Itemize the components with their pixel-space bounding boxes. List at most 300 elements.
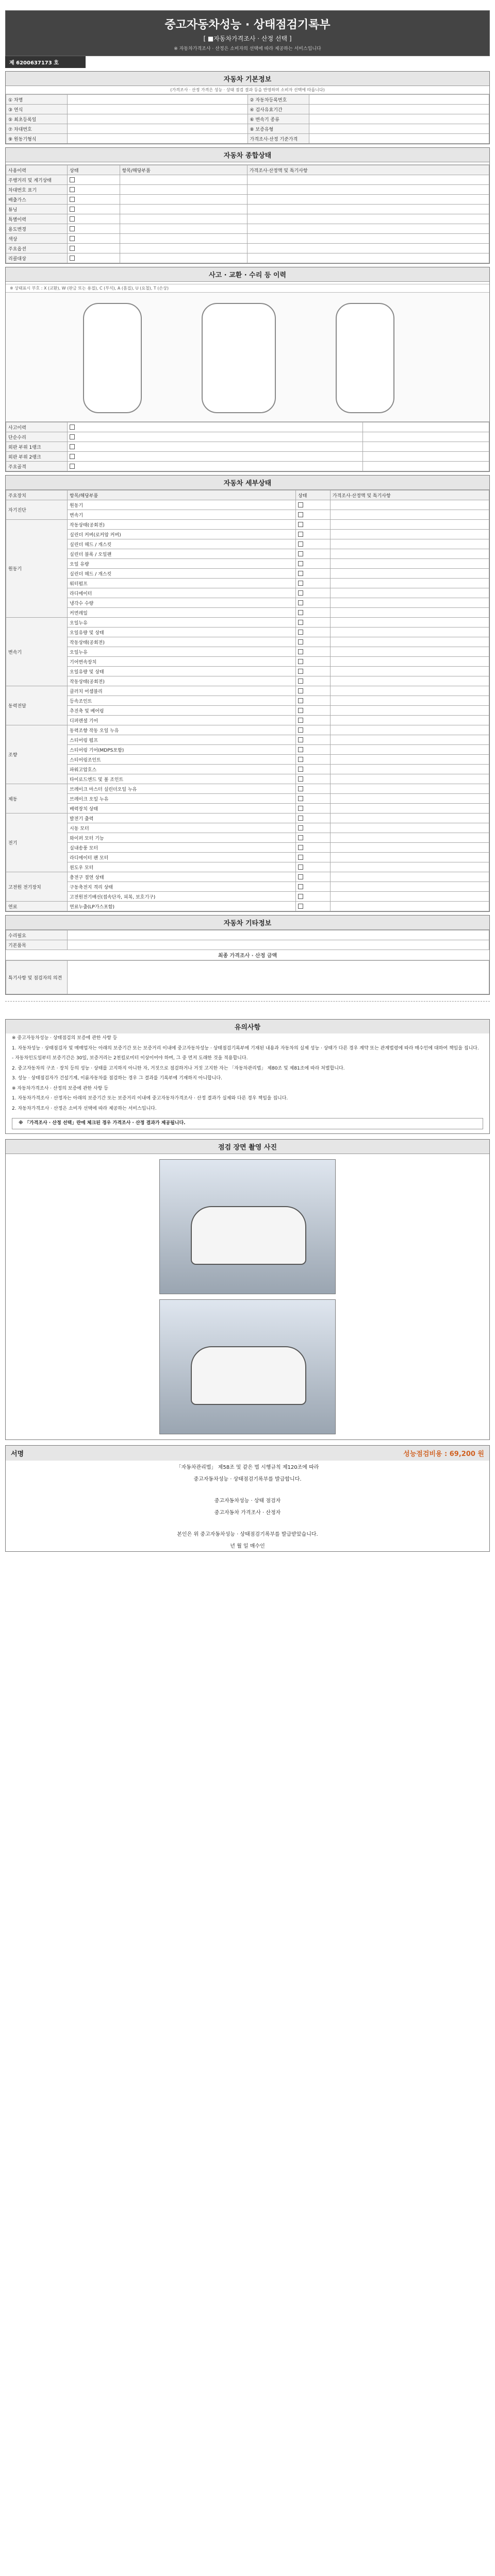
detail-row — [6, 530, 489, 539]
divider — [5, 1001, 490, 1014]
detail-item-label: 실린더 블록 / 오일팬 — [68, 549, 296, 559]
detail-group-label: 전기 — [6, 814, 68, 872]
detail-header-cell: 항목/해당부품 — [68, 490, 296, 500]
detail-note-cell — [330, 755, 489, 765]
detail-group-label: 동력전달 — [6, 686, 68, 725]
detail-title: 자동차 세부상태 — [6, 476, 489, 490]
fee-title: 특기사항 및 점검자의 의견 — [6, 961, 68, 994]
status-checkbox — [298, 865, 303, 870]
overall-header-cell: 항목/해당부품 — [120, 165, 247, 175]
detail-status-cell — [296, 755, 331, 765]
status-checkbox — [298, 816, 303, 821]
detail-row — [6, 853, 489, 862]
basic-info-value — [68, 105, 248, 114]
overall-status-cell — [68, 205, 120, 214]
detail-item-label: 등속조인트 — [68, 696, 296, 706]
status-checkbox — [298, 708, 303, 713]
status-checkbox — [298, 796, 303, 801]
notice-line: 3. 성능 · 상태점검자가 건설기계, 이륜자동차를 점검하는 경우 그 결과를 기록부에 기재하지 아니합니다. — [12, 1076, 222, 1081]
detail-item-label: 오일누유 — [68, 618, 296, 628]
status-checkbox — [298, 630, 303, 635]
detail-status-cell — [296, 696, 331, 706]
status-checkbox — [298, 600, 303, 605]
detail-status-cell — [296, 725, 331, 735]
detail-row — [6, 696, 489, 706]
detail-note-cell — [330, 833, 489, 843]
detail-note-cell — [330, 598, 489, 608]
overall-row — [6, 244, 489, 253]
detail-row — [6, 892, 489, 902]
overall-row-label: 차대번호 표기 — [6, 185, 68, 195]
overall-note-cell — [247, 195, 489, 205]
detail-item-label: 연료누출(LP가스포함) — [68, 902, 296, 911]
basic-info-note: (가격조사 · 산정 가격은 성능 · 상태 점검 결과 등을 반영하며 소비자 선택에 따릅니다) — [6, 86, 489, 94]
detail-row — [6, 588, 489, 598]
basic-info-label: ④ 검사유효기간 — [248, 105, 309, 114]
inspection-photo-2 — [159, 1299, 336, 1434]
detail-note-cell — [330, 549, 489, 559]
document-subtitle: [ ■자동차가격조사 · 산정 선택 ] — [6, 34, 489, 45]
sign-header — [6, 1446, 489, 1461]
document-page — [5, 0, 490, 1552]
other-row-label: 수리필요 — [6, 930, 68, 940]
status-checkbox — [298, 532, 303, 537]
notice-line: - 자동차인도일부터 보증기간은 30일, 보증거리는 2천킬로미터 이상이어야 하며, 그 중 먼저 도래한 것을 적용합니다. — [12, 1056, 248, 1061]
status-checkbox — [298, 571, 303, 576]
accident-row — [6, 452, 489, 462]
overall-item-cell — [120, 185, 247, 195]
car-photo-shape — [191, 1206, 306, 1265]
overall-row — [6, 205, 489, 214]
overall-note-cell — [247, 185, 489, 195]
detail-header-cell: 가격조사·산정액 및 특기사항 — [330, 490, 489, 500]
sign-line: 중고자동차성능 · 상태 점검자 — [214, 1498, 281, 1504]
status-checkbox — [298, 561, 303, 566]
overall-item-cell — [120, 224, 247, 234]
inspection-photo-1 — [159, 1159, 336, 1294]
overall-status-cell — [68, 195, 120, 205]
detail-item-label: 추진축 및 베어링 — [68, 706, 296, 716]
basic-info-label: ⑤ 최초등록일 — [6, 114, 68, 124]
detail-item-label: 라디에이터 팬 모터 — [68, 853, 296, 862]
overall-status-cell — [68, 185, 120, 195]
detail-item-label: 와이퍼 모터 기능 — [68, 833, 296, 843]
status-checkbox — [298, 581, 303, 586]
detail-item-label: 타이로드엔드 및 볼 조인트 — [68, 774, 296, 784]
detail-item-label: 오일유량 및 상태 — [68, 628, 296, 637]
sign-label: 서명 — [11, 1450, 24, 1458]
detail-status-cell — [296, 862, 331, 872]
detail-group-label: 고전원 전기장치 — [6, 872, 68, 902]
detail-group-label: 원동기 — [6, 520, 68, 618]
detail-note-cell — [330, 667, 489, 676]
detail-note-cell — [330, 569, 489, 579]
overall-row — [6, 224, 489, 234]
detail-note-cell — [330, 814, 489, 823]
overall-row-label: 용도변경 — [6, 224, 68, 234]
overall-note-cell — [247, 214, 489, 224]
status-checkbox — [70, 226, 75, 231]
status-checkbox — [298, 502, 303, 507]
detail-note-cell — [330, 872, 489, 882]
detail-status-cell — [296, 706, 331, 716]
detail-status-cell — [296, 628, 331, 637]
other-row-value — [68, 940, 489, 950]
detail-status-cell — [296, 500, 331, 510]
status-checkbox — [298, 590, 303, 596]
notice-line: 1. 자동차가격조사 · 산정자는 아래의 보증기간 또는 보증거리 이내에 중고자동차가격조사 · 산정 결과가 실제와 다른 경우 책임을 집니다. — [12, 1096, 288, 1101]
photo-title: 점검 장면 촬영 사진 — [6, 1140, 489, 1154]
accident-legend: ※ 상태표시 부호 : X (교환), W (판금 또는 용접), C (부식), A (흠집), U (요철), T (손상) — [6, 284, 489, 293]
detail-status-cell — [296, 872, 331, 882]
notice-title: 유의사항 — [6, 1020, 489, 1033]
status-checkbox — [298, 806, 303, 811]
accident-note-cell — [362, 462, 489, 471]
detail-item-label: 원동기 — [68, 500, 296, 510]
detail-note-cell — [330, 853, 489, 862]
overall-section — [5, 147, 490, 264]
detail-note-cell — [330, 725, 489, 735]
detail-header-cell: 주요장치 — [6, 490, 68, 500]
detail-status-cell — [296, 676, 331, 686]
status-checkbox — [70, 236, 75, 241]
detail-item-label: 동력조향 작동 오일 누유 — [68, 725, 296, 735]
vehicle-diagram — [6, 293, 489, 422]
detail-row — [6, 657, 489, 667]
overall-status-cell — [68, 224, 120, 234]
detail-status-cell — [296, 843, 331, 853]
status-checkbox — [298, 659, 303, 664]
detail-item-label: 파워고압호스 — [68, 765, 296, 774]
basic-info-value — [309, 124, 489, 134]
detail-status-cell — [296, 794, 331, 804]
overall-item-cell — [120, 253, 247, 263]
basic-info-value — [309, 134, 489, 144]
detail-note-cell — [330, 843, 489, 853]
detail-row — [6, 862, 489, 872]
basic-info-label: ③ 연식 — [6, 105, 68, 114]
detail-note-cell — [330, 882, 489, 892]
detail-note-cell — [330, 804, 489, 814]
overall-note-cell — [247, 175, 489, 185]
overall-note-cell — [247, 205, 489, 214]
detail-note-cell — [330, 608, 489, 618]
other-row-value — [68, 930, 489, 940]
detail-row — [6, 725, 489, 735]
detail-row — [6, 804, 489, 814]
detail-status-cell — [296, 745, 331, 755]
detail-row — [6, 706, 489, 716]
car-outline-top — [202, 303, 276, 413]
accident-status-cell — [68, 462, 363, 471]
inspection-fee: 성능점검비용 : 69,200 원 — [403, 1450, 484, 1458]
notice-line: 2. 자동차가격조사 · 산정은 소비자 선택에 따라 제공하는 서비스입니다. — [12, 1106, 157, 1111]
detail-note-cell — [330, 706, 489, 716]
notice-line: 1. 자동차성능 · 상태점검자 및 매매업자는 아래의 보증기간 또는 보증거리 이내에 중고자동차성능 · 상태점검기록부에 기재된 내용과 자동차의 실제 성능 · 상태가 다른 경우 계약 또는 관계법령에 따라 매수인에 대하여 책임을 집니다. — [12, 1045, 479, 1051]
status-checkbox — [70, 187, 75, 192]
detail-item-label: 시동 모터 — [68, 823, 296, 833]
detail-table — [6, 490, 489, 911]
status-checkbox — [298, 649, 303, 654]
accident-note-cell — [362, 442, 489, 452]
accident-row — [6, 462, 489, 471]
detail-row — [6, 579, 489, 588]
detail-item-label: 라디에이터 — [68, 588, 296, 598]
basic-info-label: ① 차명 — [6, 95, 68, 105]
basic-info-label: ⑥ 변속기 종류 — [248, 114, 309, 124]
status-checkbox — [70, 425, 75, 430]
detail-row — [6, 833, 489, 843]
detail-row — [6, 628, 489, 637]
status-checkbox — [70, 246, 75, 251]
overall-item-cell — [120, 175, 247, 185]
detail-row — [6, 872, 489, 882]
detail-section — [5, 475, 490, 912]
detail-note-cell — [330, 774, 489, 784]
detail-item-label: 변속기 — [68, 510, 296, 520]
detail-status-cell — [296, 784, 331, 794]
detail-note-cell — [330, 500, 489, 510]
overall-row — [6, 253, 489, 263]
overall-title: 자동차 종합상태 — [6, 148, 489, 162]
overall-header-cell: 가격조사·산정액 및 특기사항 — [247, 165, 489, 175]
document-title-note: ※ 자동차가격조사 · 산정은 소비자의 선택에 따라 제공하는 서비스입니다 — [6, 45, 489, 56]
detail-item-label: 충전구 절연 상태 — [68, 872, 296, 882]
detail-item-label: 고전원전기배선(접속단자, 피복, 보호기구) — [68, 892, 296, 902]
status-checkbox — [298, 767, 303, 772]
overall-item-cell — [120, 205, 247, 214]
other-row — [6, 940, 489, 950]
detail-status-cell — [296, 833, 331, 843]
status-checkbox — [298, 688, 303, 693]
notice-warning: ※ 「가격조사 · 산정 선택」란에 체크된 경우 가격조사 · 산정 결과가 제공됩니다. — [12, 1118, 483, 1129]
basic-info-row — [6, 134, 489, 144]
detail-note-cell — [330, 716, 489, 725]
detail-status-cell — [296, 647, 331, 657]
status-checkbox — [298, 747, 303, 752]
accident-row-label: 사고이력 — [6, 422, 68, 432]
detail-note-cell — [330, 794, 489, 804]
overall-row — [6, 234, 489, 244]
overall-status-cell — [68, 244, 120, 253]
basic-info-label: ⑧ 보증유형 — [248, 124, 309, 134]
detail-row — [6, 745, 489, 755]
detail-status-cell — [296, 716, 331, 725]
detail-item-label: 배력장치 상태 — [68, 804, 296, 814]
detail-item-label: 작동상태(공회전) — [68, 637, 296, 647]
status-checkbox — [298, 620, 303, 625]
detail-status-cell — [296, 569, 331, 579]
detail-group-label: 연료 — [6, 902, 68, 911]
detail-row — [6, 647, 489, 657]
detail-status-cell — [296, 814, 331, 823]
overall-row-label: 배출가스 — [6, 195, 68, 205]
notice-section — [5, 1019, 490, 1134]
overall-row — [6, 214, 489, 224]
basic-info-label: ② 자동차등록번호 — [248, 95, 309, 105]
basic-info-value — [309, 95, 489, 105]
status-checkbox — [298, 776, 303, 782]
sign-line: 본인은 위 중고자동차성능 · 상태점검기록부를 발급받았습니다. — [177, 1531, 318, 1537]
detail-note-cell — [330, 647, 489, 657]
status-checkbox — [298, 884, 303, 889]
detail-status-cell — [296, 774, 331, 784]
detail-row — [6, 902, 489, 911]
detail-status-cell — [296, 804, 331, 814]
status-checkbox — [70, 207, 75, 212]
basic-info-table — [6, 94, 489, 144]
detail-status-cell — [296, 657, 331, 667]
basic-info-value — [68, 114, 248, 124]
detail-note-cell — [330, 745, 489, 755]
basic-info-label: ⑦ 차대번호 — [6, 124, 68, 134]
overall-item-cell — [120, 234, 247, 244]
basic-info-label: 가격조사·산정 기준가격 — [248, 134, 309, 144]
accident-status-cell — [68, 452, 363, 462]
sign-line: 년 월 일 매수인 — [230, 1543, 265, 1549]
status-checkbox — [70, 454, 75, 459]
overall-row-label: 색상 — [6, 234, 68, 244]
accident-row-label: 외판 부위 1랭크 — [6, 442, 68, 452]
basic-info-value — [68, 124, 248, 134]
accident-title: 사고 · 교환 · 수리 등 이력 — [6, 267, 489, 282]
detail-row — [6, 667, 489, 676]
detail-note-cell — [330, 676, 489, 686]
other-title: 자동차 기타정보 — [6, 916, 489, 930]
fee-content — [68, 961, 489, 994]
detail-row — [6, 520, 489, 530]
overall-note-cell — [247, 244, 489, 253]
other-row — [6, 930, 489, 940]
other-row-label: 기본품목 — [6, 940, 68, 950]
price-label: 최종 가격조사 · 산정 금액 — [6, 950, 489, 960]
sign-line: 중고자동차 가격조사 · 산정자 — [214, 1510, 281, 1516]
detail-row — [6, 784, 489, 794]
sign-line — [6, 1484, 489, 1494]
title-box — [5, 10, 490, 56]
document-title: 중고자동차성능 · 상태점검기록부 — [6, 11, 489, 34]
detail-item-label: 윈도우 모터 — [68, 862, 296, 872]
sign-section — [5, 1445, 490, 1552]
detail-item-label: 워터펌프 — [68, 579, 296, 588]
overall-row — [6, 185, 489, 195]
basic-info-title: 자동차 기본정보 — [6, 72, 489, 86]
detail-row — [6, 598, 489, 608]
detail-item-label: 오일누유 — [68, 647, 296, 657]
status-checkbox — [70, 177, 75, 182]
detail-status-cell — [296, 579, 331, 588]
detail-item-label: 클러치 어셈블리 — [68, 686, 296, 696]
detail-item-label: 디퍼렌셜 기어 — [68, 716, 296, 725]
detail-status-cell — [296, 667, 331, 676]
detail-row — [6, 618, 489, 628]
detail-note-cell — [330, 510, 489, 520]
basic-info-value — [309, 114, 489, 124]
detail-note-cell — [330, 686, 489, 696]
status-checkbox — [298, 757, 303, 762]
overall-status-cell — [68, 214, 120, 224]
status-checkbox — [298, 737, 303, 742]
overall-header-cell: 상태 — [68, 165, 120, 175]
detail-note-cell — [330, 520, 489, 530]
status-checkbox — [298, 825, 303, 831]
detail-row — [6, 676, 489, 686]
detail-status-cell — [296, 892, 331, 902]
detail-item-label: 브레이크 마스터 실린더오일 누유 — [68, 784, 296, 794]
detail-item-label: 스티어링 기어(MDPS포함) — [68, 745, 296, 755]
status-checkbox — [298, 855, 303, 860]
accident-status-cell — [68, 422, 363, 432]
detail-note-cell — [330, 902, 489, 911]
sign-line — [6, 1518, 489, 1528]
sign-line: 중고자동차성능 · 상태점검기록부를 발급합니다. — [193, 1476, 302, 1482]
accident-section — [5, 267, 490, 472]
notice-line: ※ 중고자동차성능 · 상태점검의 보증에 관한 사항 등 — [12, 1036, 118, 1041]
detail-note-cell — [330, 696, 489, 706]
detail-item-label: 실린더 커버(로커암 커버) — [68, 530, 296, 539]
detail-status-cell — [296, 530, 331, 539]
detail-status-cell — [296, 598, 331, 608]
detail-group-label: 자기진단 — [6, 500, 68, 520]
detail-row — [6, 765, 489, 774]
basic-info-row — [6, 114, 489, 124]
detail-row — [6, 814, 489, 823]
detail-status-cell — [296, 686, 331, 696]
detail-status-cell — [296, 539, 331, 549]
status-checkbox — [70, 197, 75, 202]
detail-row — [6, 539, 489, 549]
overall-table — [6, 165, 489, 263]
detail-status-cell — [296, 902, 331, 911]
detail-item-label: 오일 유량 — [68, 559, 296, 569]
sign-line: 「자동차관리법」 제58조 및 같은 법 시행규칙 제120조에 따라 — [176, 1464, 319, 1470]
detail-status-cell — [296, 765, 331, 774]
status-checkbox — [298, 874, 303, 879]
status-checkbox — [298, 698, 303, 703]
status-checkbox — [298, 679, 303, 684]
overall-row-label: 특별이력 — [6, 214, 68, 224]
detail-item-label: 실내송풍 모터 — [68, 843, 296, 853]
basic-info-section — [5, 71, 490, 144]
detail-item-label: 기어변속장치 — [68, 657, 296, 667]
basic-info-row — [6, 95, 489, 105]
overall-note-cell — [247, 224, 489, 234]
accident-row-label: 단순수리 — [6, 432, 68, 442]
detail-row — [6, 774, 489, 784]
overall-item-cell — [120, 195, 247, 205]
detail-row — [6, 637, 489, 647]
detail-status-cell — [296, 618, 331, 628]
accident-table — [6, 422, 489, 471]
detail-note-cell — [330, 784, 489, 794]
detail-status-cell — [296, 549, 331, 559]
detail-status-cell — [296, 588, 331, 598]
basic-info-label: ⑨ 원동기형식 — [6, 134, 68, 144]
status-checkbox — [70, 256, 75, 261]
status-checkbox — [298, 551, 303, 556]
detail-note-cell — [330, 618, 489, 628]
photo-section — [5, 1139, 490, 1440]
overall-status-cell — [68, 175, 120, 185]
detail-item-label: 냉각수 수량 — [68, 598, 296, 608]
detail-note-cell — [330, 559, 489, 569]
overall-item-cell — [120, 244, 247, 253]
status-checkbox — [298, 610, 303, 615]
accident-row — [6, 422, 489, 432]
detail-note-cell — [330, 735, 489, 745]
detail-item-label: 커먼레일 — [68, 608, 296, 618]
accident-status-cell — [68, 432, 363, 442]
